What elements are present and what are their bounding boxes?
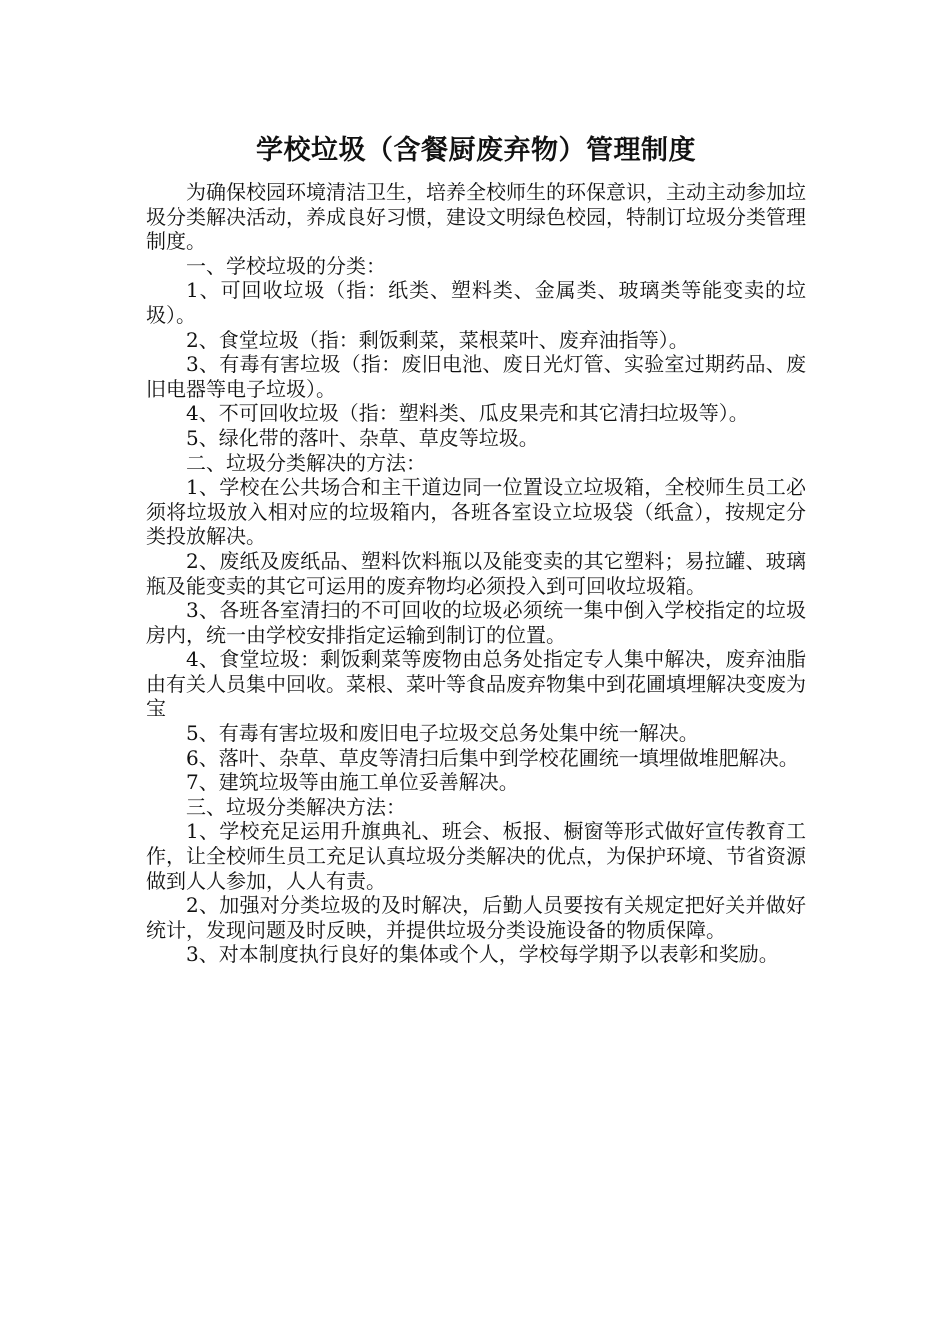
list-item: 2、废纸及废纸品、塑料饮料瓶以及能变卖的其它塑料；易拉罐、玻璃瓶及能变卖的其它可运用的废弃物均必须投入到可回收垃圾箱。: [146, 548, 806, 598]
document-body: [146, 180, 806, 967]
list-item: 2、加强对分类垃圾的及时解决，后勤人员要按有关规定把好关并做好统计，发现问题及时反映，并提供垃圾分类设施设备的物质保障。: [146, 893, 806, 942]
list-item: 1、可回收垃圾（指：纸类、塑料类、金属类、玻璃类等能变卖的垃圾）。: [146, 278, 806, 327]
list-item: 3、各班各室清扫的不可回收的垃圾必须统一集中倒入学校指定的垃圾房内，统一由学校安排指定运输到制订的位置。: [146, 598, 806, 647]
list-item: 6、落叶、杂草、草皮等清扫后集中到学校花圃统一填埋做堆肥解决。: [186, 745, 799, 770]
section-heading-methods: 二、垃圾分类解决的方法：: [186, 450, 426, 475]
list-item: 3、有毒有害垃圾（指：废旧电池、废日光灯管、实验室过期药品、废旧电器等电子垃圾）。: [146, 352, 806, 401]
list-item: 4、不可回收垃圾（指：塑料类、瓜皮果壳和其它清扫垃圾等）。: [186, 401, 749, 426]
list-item: 5、有毒有害垃圾和废旧电子垃圾交总务处集中统一解决。: [186, 721, 699, 746]
section-heading-classification: 一、学校垃圾的分类：: [186, 253, 386, 278]
list-item: 5、绿化带的落叶、杂草、草皮等垃圾。: [186, 425, 539, 450]
list-item: 1、学校在公共场合和主干道边同一位置设立垃圾箱，全校师生员工必须将垃圾放入相对应的垃圾箱内，各班各室设立垃圾袋（纸盒），按规定分类投放解决。: [146, 475, 806, 549]
list-item: 7、建筑垃圾等由施工单位妥善解决。: [186, 770, 519, 795]
list-item: 3、对本制度执行良好的集体或个人，学校每学期予以表彰和奖励。: [186, 942, 779, 967]
list-item: 4、食堂垃圾：剩饭剩菜等废物由总务处指定专人集中解决，废弃油脂由有关人员集中回收。菜根、菜叶等食品废弃物集中到花圃填埋解决变废为宝: [146, 647, 806, 721]
document-title: 学校垃圾（含餐厨废弃物）管理制度: [256, 135, 696, 166]
document-page: [146, 130, 806, 967]
paragraph-intro: 为确保校园环境清洁卫生，培养全校师生的环保意识，主动主动参加垃圾分类解决活动，养成良好习惯，建设文明绿色校园，特制订垃圾分类管理制度。: [146, 180, 806, 254]
list-item: 1、学校充足运用升旗典礼、班会、板报、橱窗等形式做好宣传教育工作，让全校师生员工充足认真垃圾分类解决的优点，为保护环境、节省资源做到人人参加，人人有责。: [146, 819, 806, 893]
section-heading-measures: 三、垃圾分类解决方法：: [186, 794, 406, 819]
list-item: 2、食堂垃圾（指：剩饭剩菜，菜根菜叶、废弃油指等）。: [186, 327, 689, 352]
